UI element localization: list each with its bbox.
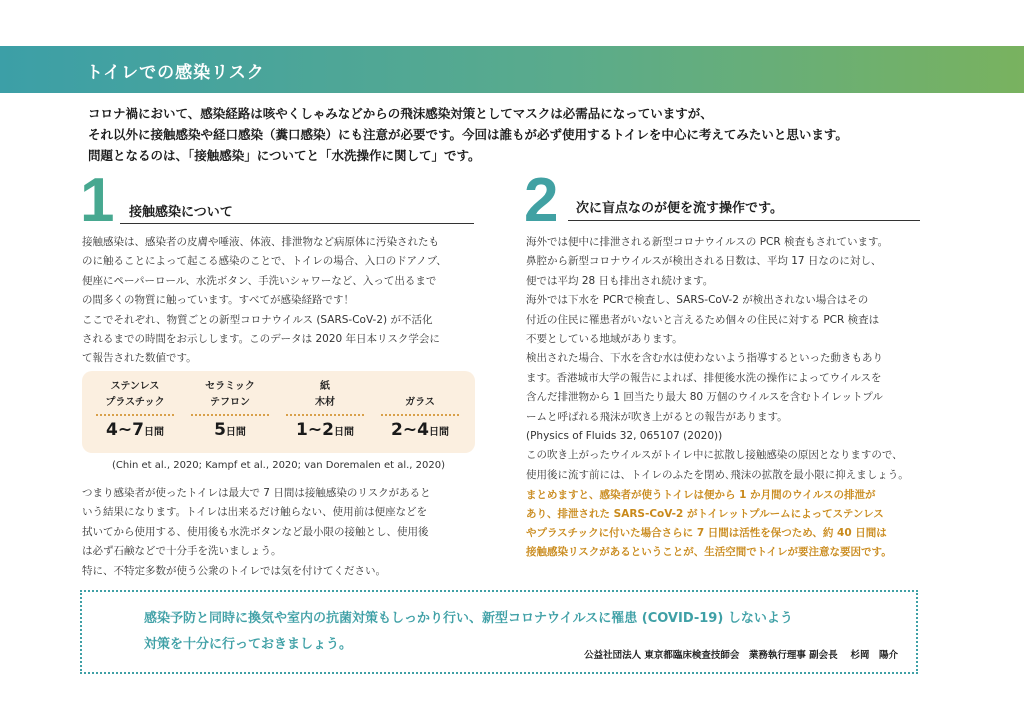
text-line: いう結果になります。トイレは出来るだけ触らない、使用前は便座などを bbox=[82, 506, 428, 519]
text-line: 海外では便中に排泄される新型コロナウイルスの PCR 検査もされています。 bbox=[526, 236, 889, 248]
material-glass bbox=[377, 379, 463, 440]
text-line: 含んだ排泄物から 1 回当たり最大 80 万個のウイルスを含むトイレットプル bbox=[526, 391, 883, 404]
author-signature: 公益社団法人 東京都臨床検査技師会 業務執行理事 副会長 杉岡 陽介 bbox=[584, 650, 898, 661]
text-line: の間多くの物質に触っています。すべてが感染経路です！ bbox=[82, 294, 354, 307]
text-line: (Physics of Fluids 32, 065107 (2020)) bbox=[526, 430, 723, 443]
material-stainless-plastic bbox=[92, 379, 178, 440]
text-line: 海外では下水を PCRで検査し、SARS-CoV-2 が検出されない場合はその bbox=[526, 294, 869, 307]
dotted-divider bbox=[96, 414, 174, 416]
text-line: 拭いてから使用する、使用後も水洗ボタンなど最小限の接触とし、使用後 bbox=[82, 525, 429, 538]
section-1-rule bbox=[120, 223, 474, 224]
summary-line: まとめますと、感染者が使うトイレは便から 1 か月間のウイルスの排泄が bbox=[526, 489, 876, 501]
title-banner bbox=[0, 46, 1024, 93]
text-line: 接触感染は、感染者の皮膚や唾液、体液、排泄物など病原体に汚染されたも bbox=[82, 236, 439, 248]
summary-line: 接触感染リスクがあるということが、生活空間でトイレが要注意な要因です。 bbox=[526, 546, 892, 558]
inactivation-days: 5日間 bbox=[214, 420, 246, 440]
inactivation-days: 2~4日間 bbox=[391, 420, 449, 440]
material-paper-wood bbox=[282, 379, 368, 440]
text-line: のに触ることによって起こる感染のことで、トイレの場合、入口のドアノブ、 bbox=[82, 255, 447, 268]
summary-line: あり、排泄された SARS-CoV-2 がトイレットプルームによってステンレス bbox=[526, 508, 884, 520]
text-line: 付近の住民に罹患者がいないと言えるため個々の住民に対する PCR 検査は bbox=[526, 313, 880, 326]
text-line: ここでそれぞれ、物質ごとの新型コロナウイルス (SARS-CoV-2) が不活化 bbox=[82, 313, 433, 326]
text-line: 使用後に流す前には、トイレのふたを閉め､飛沫の拡散を最小限に抑えましょう。 bbox=[526, 468, 909, 481]
section-2-summary bbox=[526, 486, 892, 562]
section-2-number: 2 bbox=[524, 166, 559, 235]
text-line: 特に、不特定多数が使う公衆のトイレでは気を付けてください。 bbox=[82, 564, 386, 577]
text-line: この吹き上がったウイルスがトイレ中に拡散し接触感染の原因となりますので、 bbox=[526, 449, 903, 462]
section-2-paragraph bbox=[526, 233, 909, 485]
material-name: 紙 木材 bbox=[315, 381, 335, 408]
materials-citation: (Chin et al., 2020; Kampf et al., 2020; van Doremalen et al., 2020) bbox=[112, 460, 445, 471]
text-line: 不要としている地域があります。 bbox=[526, 333, 683, 346]
section-1-number: 1 bbox=[80, 166, 115, 235]
intro-line: それ以外に接触感染や経口感染（糞口感染）にも注意が必要です。今回は誰もが必ず使用するトイレを中心に考えてみたいと思います。 bbox=[88, 127, 848, 142]
text-line: ームと呼ばれる飛沫が吹き上がるとの報告があります。 bbox=[526, 410, 788, 423]
material-ceramic-teflon bbox=[187, 379, 273, 440]
text-line: されるまでの時間をお示しします。このデータは 2020 年日本リスク学会に bbox=[82, 333, 440, 346]
text-line: 便座にペーパーロール、水洗ボタン、手洗いシャワーなど、入って出るまで bbox=[82, 274, 437, 287]
intro-text bbox=[88, 103, 968, 166]
section-1-conclusion bbox=[82, 484, 431, 581]
section-1-paragraph bbox=[82, 233, 447, 369]
text-line: ます。香港城市大学の報告によれば、排便後水洗の操作によってウイルスを bbox=[526, 371, 882, 384]
intro-line: コロナ禍において、感染経路は咳やくしゃみなどからの飛沫感染対策としてマスクは必需品になっていますが、 bbox=[88, 106, 713, 121]
materials-box bbox=[82, 371, 475, 453]
material-name: ガラス bbox=[405, 397, 435, 408]
section-2-heading: 次に盲点なのが便を流す操作です。 bbox=[576, 201, 783, 216]
closing-message-box bbox=[80, 590, 918, 674]
message-line: 感染予防と同時に換気や室内の抗菌対策もしっかり行い、新型コロナウイルスに罹患 (COVID-19) しないよう bbox=[144, 611, 793, 626]
text-line: 便では平均 28 日も排出され続けます。 bbox=[526, 274, 714, 287]
section-2-rule bbox=[568, 220, 920, 221]
material-name: ステンレス プラスチック bbox=[105, 381, 165, 408]
section-1-heading: 接触感染について bbox=[129, 205, 233, 220]
summary-line: やプラスチックに付いた場合さらに 7 日間は活性を保つため、約 40 日間は bbox=[526, 527, 887, 539]
text-line: つまり感染者が使ったトイレは最大で 7 日間は接触感染のリスクがあると bbox=[82, 487, 431, 499]
inactivation-days: 4~7日間 bbox=[106, 420, 164, 440]
text-line: 検出された場合、下水を含む水は使わないよう指導するといった動きもあり bbox=[526, 352, 883, 365]
dotted-divider bbox=[381, 414, 459, 416]
intro-line: 問題となるのは、「接触感染」についてと「水洗操作に関して」です。 bbox=[88, 148, 481, 163]
dotted-divider bbox=[191, 414, 269, 416]
dotted-divider bbox=[286, 414, 364, 416]
text-line: は必ず石鹸などで十分手を洗いましょう。 bbox=[82, 545, 282, 558]
message-line: 対策を十分に行っておきましょう。 bbox=[144, 637, 353, 652]
page-title: トイレでの感染リスク bbox=[86, 63, 265, 83]
inactivation-days: 1~2日間 bbox=[296, 420, 354, 440]
text-line: て報告された数値です。 bbox=[82, 352, 197, 365]
text-line: 鼻腔から新型コロナウイルスが検出される日数は、平均 17 日なのに対し、 bbox=[526, 255, 882, 268]
material-name: セラミック テフロン bbox=[205, 381, 255, 408]
